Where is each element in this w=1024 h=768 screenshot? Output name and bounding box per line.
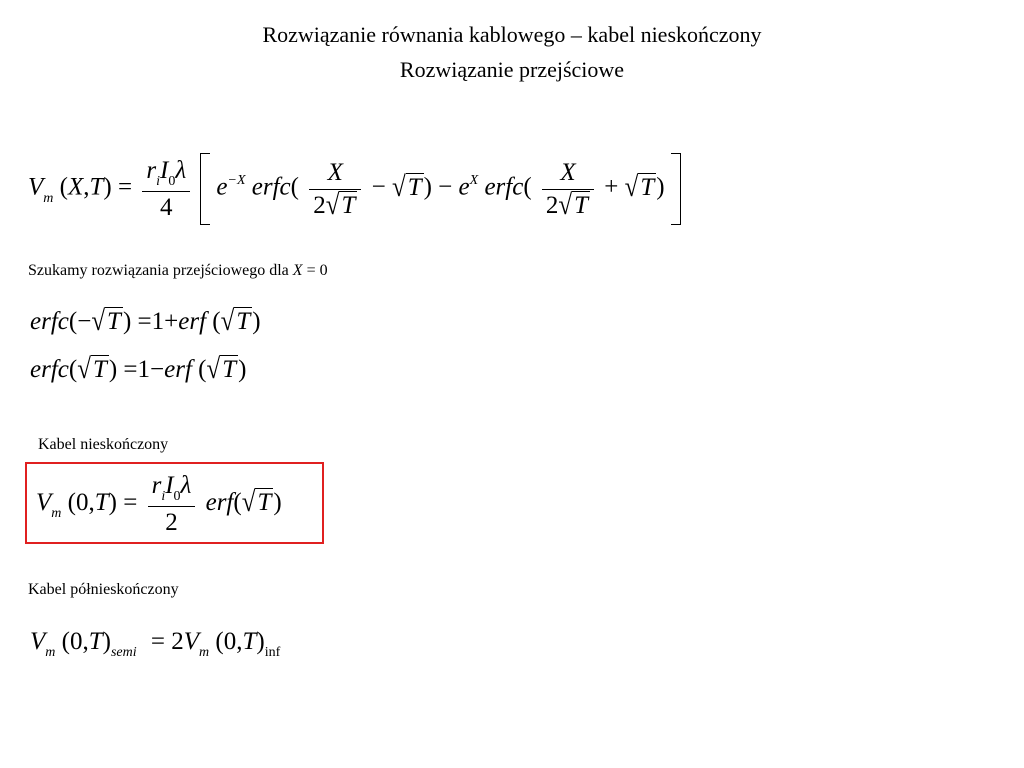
equation-infinite-cable: $V_m$ (0,T) = $\frac{r_iI_0\lambda}{2}$ erf(√T) [36, 470, 282, 539]
slide-title: Rozwiązanie równania kablowego – kabel nieskończony [262, 22, 762, 47]
fraction-ri-i0-lambda-4: $\frac{r_iI_0\lambda}{4}$ [142, 155, 190, 224]
slide-subtitle: Rozwiązanie przejściowe [399, 57, 625, 82]
left-bracket [200, 153, 210, 225]
equation-erfc-positive: erfc(√T) =1−erf (√T) [30, 353, 247, 385]
label-semi-infinite-cable: Kabel półnieskończony [28, 581, 179, 598]
equation-erfc-negative: erfc(−√T) =1+erf (√T) [30, 305, 261, 337]
fraction-ri-i0-lambda-2: $\frac{r_iI_0\lambda}{2}$ [148, 470, 196, 539]
label-infinite-cable: Kabel nieskończony [38, 436, 169, 453]
fraction-x-over-2sqrtt-2: $\frac{X}{2√T}$ [542, 157, 594, 222]
equation-main: $V_m$ (X,T) = $\frac{r_iI_0\lambda}{4}$ $e^{-X}$ erfc( $\frac{X}{2√T}$ − $√T) - e^X$ erfc( $\frac{X}{2√T}$ + √T) [28, 153, 681, 225]
right-bracket [671, 153, 681, 225]
fraction-x-over-2sqrtt: $\frac{X}{2√T}$ [309, 157, 361, 222]
equation-semi-infinite-cable: $V_m$ $(0,T)_{semi} = 2V_m$ $(0,T)_{inf}$ [30, 628, 281, 660]
label-transient: Szukamy rozwiązania przejściowego dla X = 0 [28, 262, 328, 279]
